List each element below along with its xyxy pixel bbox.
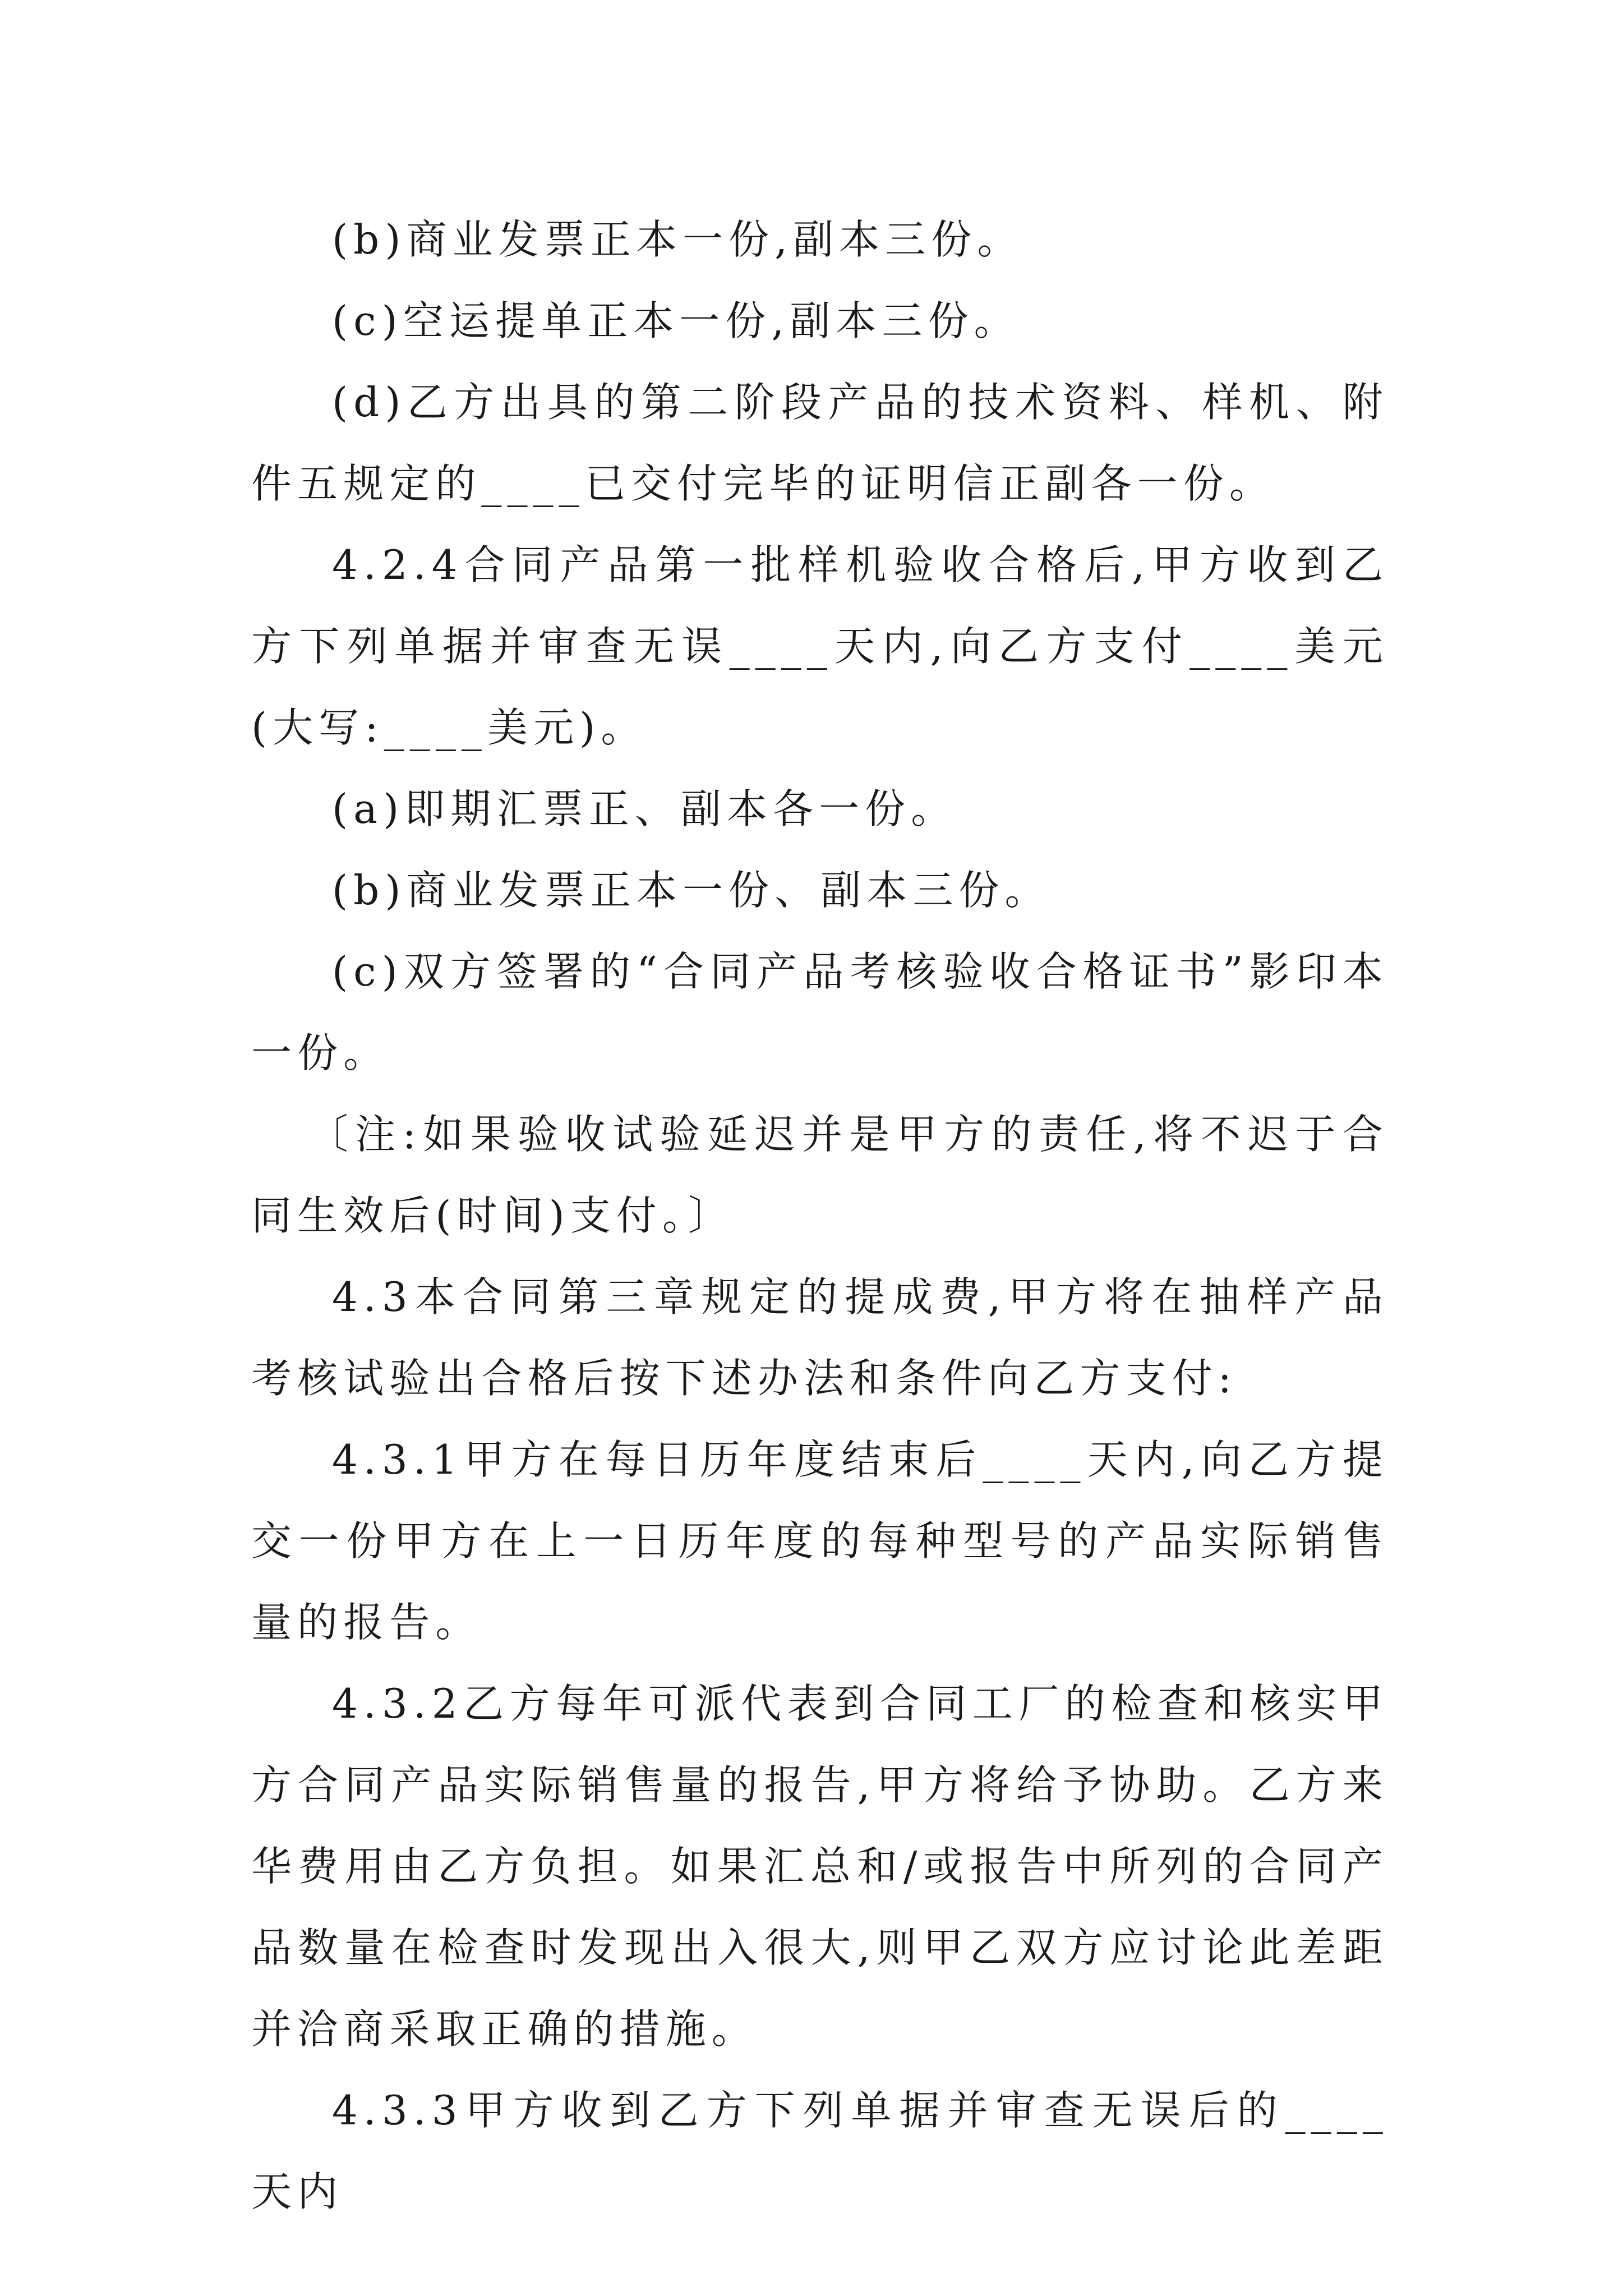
- note-paragraph: 〔注:如果验收试验延迟并是甲方的责任,将不迟于合同生效后(时间)支付。〕: [251, 1111, 1389, 1239]
- paragraph-d-certificate-letter: (d)乙方出具的第二阶段产品的技术资料、样机、附件五规定的____已交付完毕的证明信正副各一份。: [251, 379, 1389, 507]
- paragraph-b-commercial-invoice-2: (b)商业发票正本一份、副本三份。: [332, 867, 1051, 914]
- clause-4-3: 4.3本合同第三章规定的提成费,甲方将在抽样产品考核试验出合格后按下述办法和条件向乙方支付:: [251, 1273, 1389, 1402]
- clause-4-3-2: 4.3.2乙方每年可派代表到合同工厂的检查和核实甲方合同产品实际销售量的报告,甲方将给予协助。乙方来华费用由乙方负担。如果汇总和/或报告中所列的合同产品数量在检查时发现出入很大,则甲乙双方应讨论此差距并洽商采取正确的措施。: [251, 1680, 1389, 2053]
- clause-4-3-3: 4.3.3甲方收到乙方下列单据并审查无误后的____天内: [251, 2087, 1389, 2215]
- paragraph-c-acceptance-certificate: (c)双方签署的“合同产品考核验收合格证书”影印本一份。: [251, 948, 1389, 1076]
- document-body: [251, 199, 1389, 2233]
- clause-4-3-1: 4.3.1甲方在每日历年度结束后____天内,向乙方提交一份甲方在上一日历年度的每种型号的产品实际销售量的报告。: [251, 1436, 1389, 1646]
- clause-4-2-4: 4.2.4合同产品第一批样机验收合格后,甲方收到乙方下列单据并审查无误____天内,向乙方支付____美元(大写:____美元)。: [251, 541, 1389, 751]
- paragraph-c-air-waybill: (c)空运提单正本一份,副本三份。: [332, 297, 1020, 344]
- paragraph-b-commercial-invoice: (b)商业发票正本一份,副本三份。: [332, 216, 1023, 263]
- paragraph-a-sight-draft: (a)即期汇票正、副本各一份。: [332, 785, 957, 832]
